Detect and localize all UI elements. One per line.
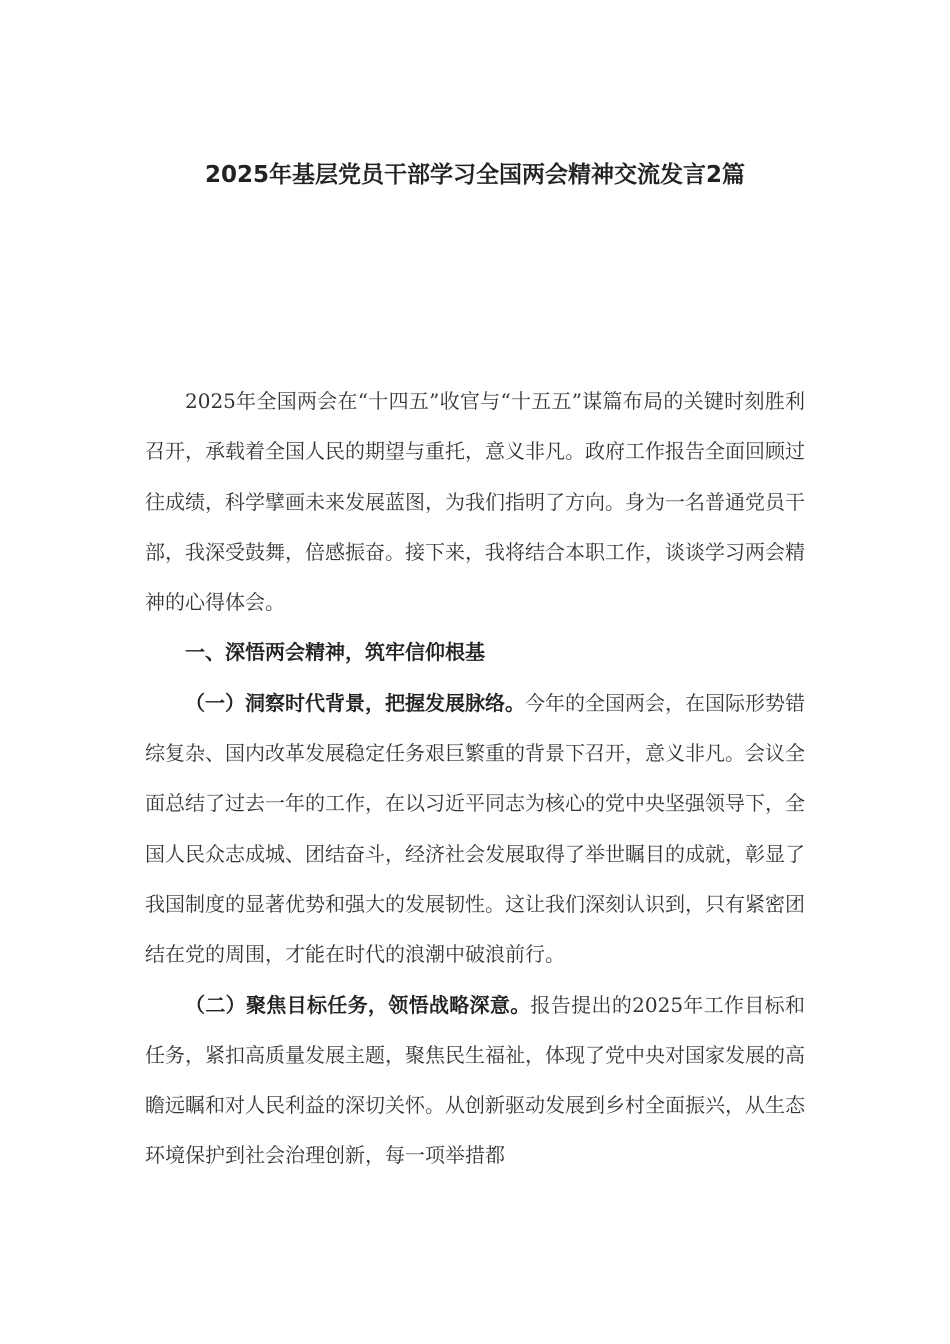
subsection-2-body: 报告提出的2025年工作目标和任务，紧扣高质量发展主题，聚焦民生福祉，体现了党中央对国家发展的高瞻远瞩和对人民利益的深切关怀。从创新驱动发展到乡村全面振兴，从生态环境保护到社会治理创新，每一项举措都 xyxy=(145,992,806,1168)
section-1-heading: 一、深悟两会精神，筑牢信仰根基 xyxy=(185,640,485,665)
subsection-1-lead: （一）洞察时代背景，把握发展脉络。 xyxy=(185,690,525,715)
document-body xyxy=(145,376,805,1181)
subsection-2-lead: （二）聚焦目标任务，领悟战略深意。 xyxy=(185,992,531,1017)
document-title: 2025年基层党员干部学习全国两会精神交流发言2篇 xyxy=(204,162,746,188)
intro-paragraph: 2025年全国两会在“十四五”收官与“十五五”谋篇布局的关键时刻胜利召开，承载着全国人民的期望与重托，意义非凡。政府工作报告全面回顾过往成绩，科学擘画未来发展蓝图，为我们指明了方向。身为一名普通党员干部，我深受鼓舞，倍感振奋。接下来，我将结合本职工作，谈谈学习两会精神的心得体会。 xyxy=(145,389,805,615)
subsection-2-paragraph xyxy=(145,980,805,1181)
subsection-1-paragraph xyxy=(145,678,805,980)
subsection-1-body: 今年的全国两会，在国际形势错综复杂、国内改革发展稳定任务艰巨繁重的背景下召开，意义非凡。会议全面总结了过去一年的工作，在以习近平同志为核心的党中央坚强领导下，全国人民众志成城、团结奋斗，经济社会发展取得了举世瞩目的成就，彰显了我国制度的显著优势和强大的发展韧性。这让我们深刻认识到，只有紧密团结在党的周围，才能在时代的浪潮中破浪前行。 xyxy=(145,690,805,967)
